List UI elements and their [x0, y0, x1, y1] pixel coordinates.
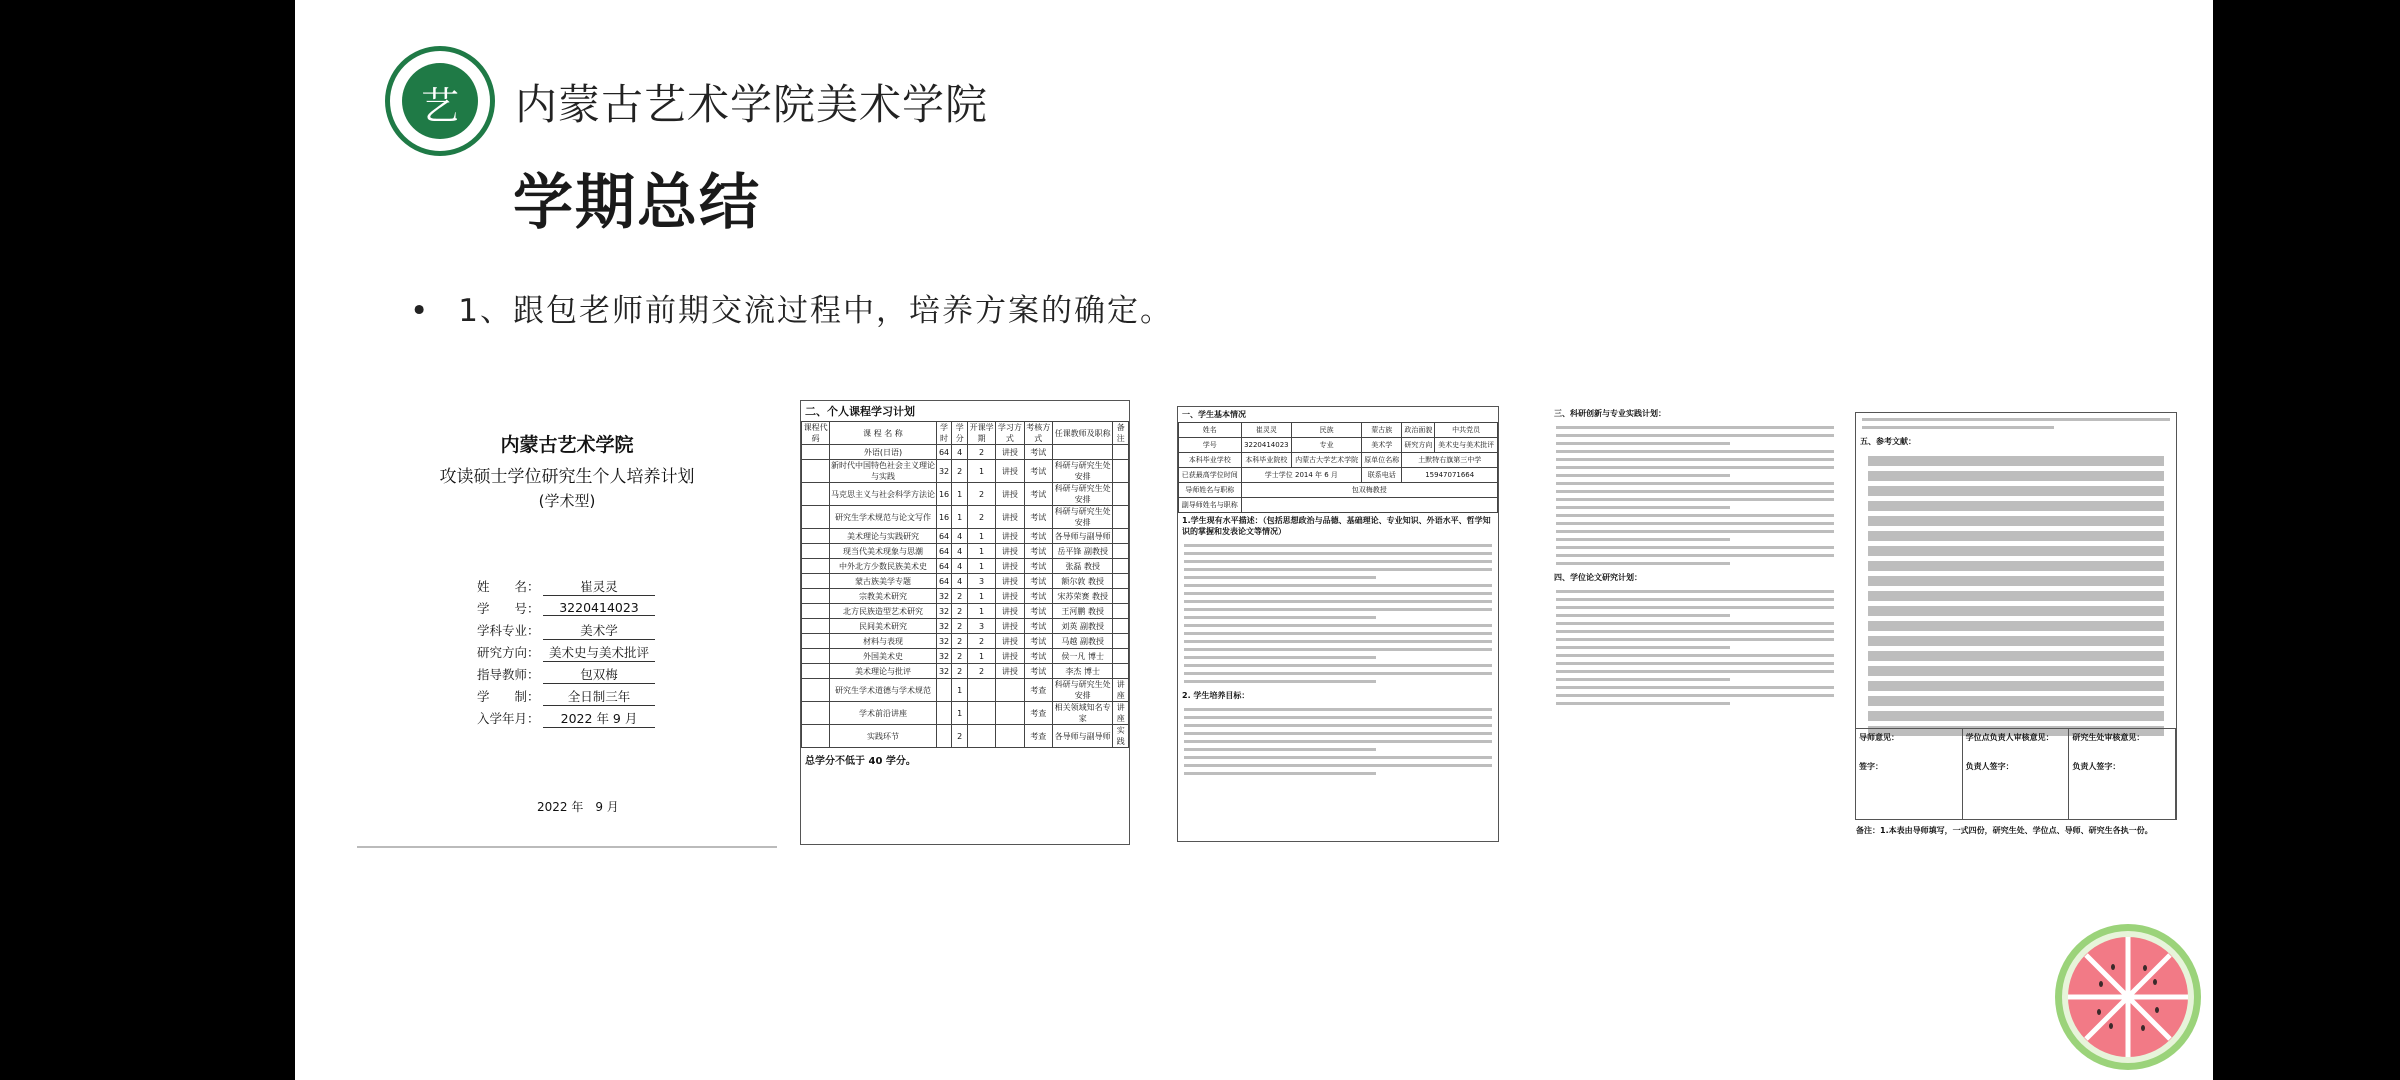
cover-divider	[357, 846, 777, 848]
signature-block	[1856, 728, 2176, 819]
basic-info-document	[1177, 406, 1499, 842]
cover-field-row: 指导教师： 包双梅	[477, 663, 655, 685]
table-row: 美术理论与实践研究 64 4 1 讲授 考试 各导师与副导师	[802, 529, 1129, 544]
watermelon-slice-icon	[2053, 922, 2203, 1072]
cover-field-row: 姓 名： 崔灵灵	[477, 575, 655, 597]
table-row: 姓名 崔灵灵 民族 蒙古族 政治面貌 中共党员	[1179, 423, 1498, 438]
advisor-opinion-cell: 导师意见： 签字：	[1856, 729, 1963, 819]
table-row: 实践环节 2 考查 各导师与副导师 实践	[802, 725, 1129, 748]
course-plan-heading: 二、个人课程学习计划	[805, 405, 915, 418]
research-plan-heading: 三、科研创新与专业实践计划：	[1554, 409, 1666, 418]
table-row: 材料与表现 32 2 2 讲授 考试 马越 副教授	[802, 634, 1129, 649]
cover-field-row: 学 制： 全日制三年	[477, 685, 655, 707]
table-row: 宗教美术研究 32 2 1 讲授 考试 宋苏荣赛 教授	[802, 589, 1129, 604]
table-row: 民间美术研究 32 2 3 讲授 考试 刘英 副教授	[802, 619, 1129, 634]
committee-opinion-cell: 学位点负责人审核意见： 负责人签字：	[1963, 729, 2070, 819]
course-plan-table	[801, 421, 1129, 748]
text-lines	[1178, 708, 1498, 775]
research-plan-document	[1550, 406, 1840, 876]
footnote: 备注：1.本表由导师填写，一式四份，研究生处、学位点、导师、研究生各执一份。	[1856, 826, 2153, 835]
cover-institution: 内蒙古艺术学院	[500, 434, 634, 456]
table-row: 现当代美术现象与思潮 64 4 1 讲授 考试 岳平锋 副教授	[802, 544, 1129, 559]
cover-field-row: 学 号： 3220414023	[477, 597, 655, 619]
basic-info-table	[1178, 422, 1498, 513]
cover-field-row: 入学年月： 2022 年 9 月	[477, 707, 655, 729]
table-row: 研究生学术道德与学术规范 1 考查 科研与研究生处安排 讲座	[802, 679, 1129, 702]
current-level-section: 1.学生现有水平描述：（包括思想政治与品德、基础理论、专业知识、外语水平、哲学知识的掌握和发表论文等情况）	[1182, 516, 1491, 536]
table-row: 学号 3220414023 专业 美术学 研究方向 美术史与美术批评	[1179, 438, 1498, 453]
table-row: 马克思主义与社会科学方法论 16 1 2 讲授 考试 科研与研究生处安排	[802, 483, 1129, 506]
table-row: 导师姓名与职称 包双梅教授	[1179, 483, 1498, 498]
table-header-row: 课程代码 课 程 名 称 学时 学分 开课学期 学习方式 考核方式 任课教师及职称 备注	[802, 422, 1129, 445]
bullet-icon: •	[410, 293, 431, 329]
basic-info-heading: 一、学生基本情况	[1182, 410, 1246, 419]
cover-date: 2022 年 9 月	[537, 800, 619, 814]
thesis-plan-section: 四、学位论文研究计划：	[1554, 573, 1642, 582]
references-document	[1855, 412, 2177, 835]
table-row: 中外北方少数民族美术史 64 4 1 讲授 考试 张磊 教授	[802, 559, 1129, 574]
cover-page-document	[357, 400, 777, 848]
table-row: 研究生学术规范与论文写作 16 1 2 讲授 考试 科研与研究生处安排	[802, 506, 1129, 529]
cover-plan-title: 攻读硕士学位研究生个人培养计划	[439, 467, 695, 487]
dept-opinion-cell: 研究生处审核意见： 负责人签字：	[2069, 729, 2176, 819]
cover-fields	[477, 575, 655, 729]
text-lines	[1550, 590, 1840, 705]
text-lines	[1178, 544, 1498, 683]
text-lines	[1550, 426, 1840, 565]
slide-title: 学期总结	[513, 168, 761, 238]
university-logo-icon: 艺	[385, 46, 495, 156]
table-row: 美术理论与批评 32 2 2 讲授 考试 李杰 博士	[802, 664, 1129, 679]
table-row: 外国美术史 32 2 1 讲授 考试 侯一凡 博士	[802, 649, 1129, 664]
table-row: 新时代中国特色社会主义理论与实践 32 2 1 讲授 考试 科研与研究生处安排	[802, 460, 1129, 483]
cover-plan-type: (学术型)	[538, 492, 596, 510]
text-lines	[1856, 418, 2176, 429]
slide	[295, 0, 2213, 1080]
table-row: 学术前沿讲座 1 考查 相关领域知名专家 讲座	[802, 702, 1129, 725]
cover-field-row: 学科专业： 美术学	[477, 619, 655, 641]
bullet-point	[410, 285, 1173, 330]
table-row: 副导师姓名与职称	[1179, 498, 1498, 513]
course-plan-footer: 总学分不低于 40 学分。	[805, 756, 916, 767]
table-row: 蒙古族美学专题 64 4 3 讲授 考试 额尔敦 教授	[802, 574, 1129, 589]
table-row: 已获最高学位时间 学士学位 2014 年 6 月 联系电话 15947071664	[1179, 468, 1498, 483]
cover-field-row: 研究方向： 美术史与美术批评	[477, 641, 655, 663]
training-goal-section: 2. 学生培养目标：	[1182, 691, 1250, 700]
school-name: 内蒙古艺术学院美术学院	[515, 80, 989, 129]
bullet-text: 1、跟包老师前期交流过程中，培养方案的确定。	[458, 293, 1174, 329]
table-row: 本科毕业学校 本科毕业院校 内蒙古大学艺术学院 原单位名称 土默特右旗第三中学	[1179, 453, 1498, 468]
references-heading: 五、参考文献：	[1860, 437, 1916, 446]
table-row: 北方民族造型艺术研究 32 2 1 讲授 考试 王河鹏 教授	[802, 604, 1129, 619]
course-plan-document	[800, 400, 1130, 845]
table-row: 外语(日语) 64 4 2 讲授 考试	[802, 445, 1129, 460]
references-list	[1856, 449, 2176, 743]
